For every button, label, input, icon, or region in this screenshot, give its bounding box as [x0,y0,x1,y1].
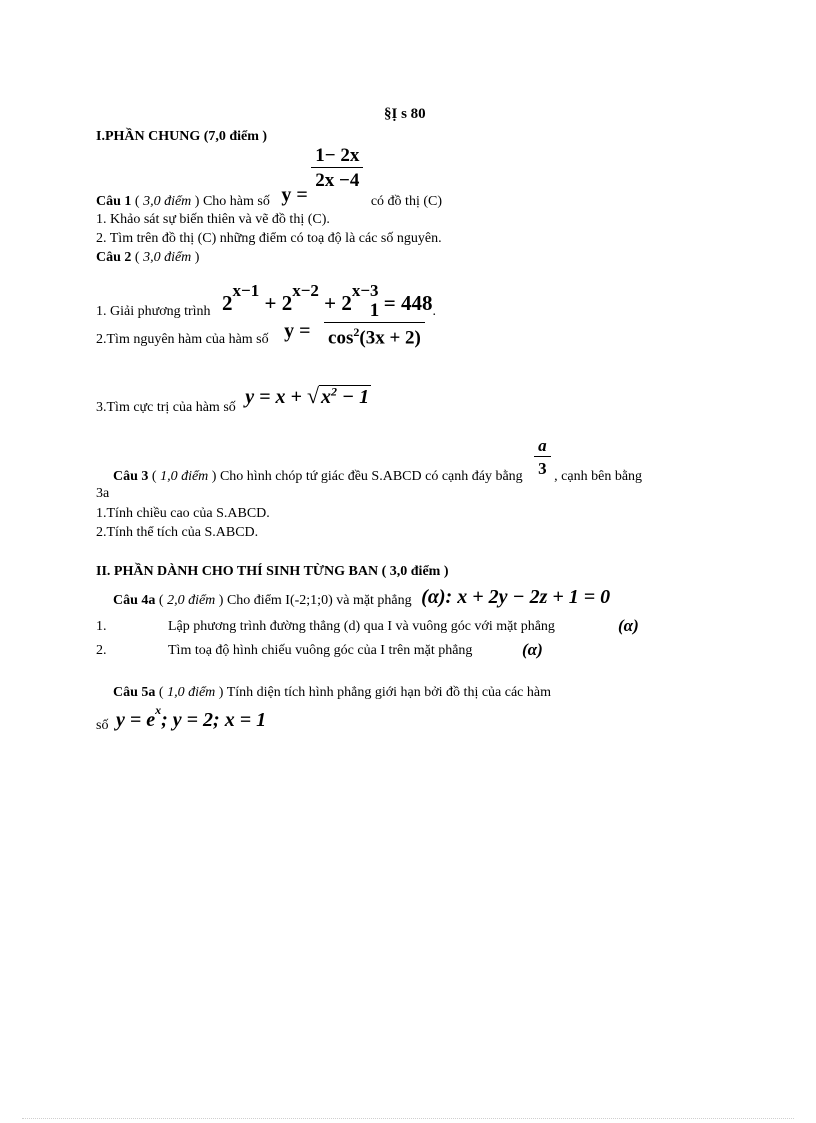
question-5a-continuation [96,703,267,733]
question-4a-item-2-text: Tìm toạ độ hình chiếu vuông góc của I trên mặt phẳng [168,643,473,658]
document-code: §Ị s 80 [384,106,426,122]
plane-equation: (α): x + 2y − 2z + 1 = 0 [421,586,611,608]
item-2-function-fraction [324,301,425,347]
question-5a-text: Tính diện tích hình phẳng giới hạn bởi đồ thị của các hàm [226,685,552,700]
question-1-item-2: 2. Tìm trên đồ thị (C) những điểm có toạ độ là các số nguyên. [96,231,442,246]
question-2-points: 3,0 điểm [143,250,192,265]
question-1-points: 3,0 điểm [143,194,192,210]
fraction-numerator: a [538,436,547,455]
alpha-symbol: (α) [522,640,543,659]
fraction-denominator: 3 [534,456,551,477]
question-4a-text: Cho điểm I(-2;1;0) và mặt phẳng [226,593,412,608]
question-5a: Câu 5a ( 1,0 điểm ) Tính diện tích hình phẳng giới hạn bởi đồ thị của các hàm [113,685,552,700]
question-1-trail: có đồ thị (C) [370,194,442,210]
question-4a-item-2 [96,640,543,659]
question-3-points: 1,0 điểm [160,469,209,485]
list-number: 2. [96,643,107,658]
question-2-heading: Câu 2 ( 3,0 điểm ) [96,250,200,265]
part1-title: I.PHẦN CHUNG (7,0 điểm ) [96,129,268,144]
question-3-text: Cho hình chóp tứ giác đều S.ABCD có cạnh đáy bằng [219,469,523,485]
question-4a-item-1-text: Lập phương trình đường thẳng (d) qua I và vuông góc với mặt phẳng [168,619,555,634]
question-1-function-fraction [311,146,363,190]
question-2-item-3-text: 3.Tìm cực trị của hàm số [96,400,236,415]
question-4a-label: Câu 4a [113,593,156,608]
fraction-denominator: 2x −4 [311,167,363,190]
question-1-lead: Cho hàm số [202,194,270,210]
question-3-fraction [534,437,551,477]
question-5a-points: 1,0 điểm [167,685,216,700]
fraction-denominator: $\cos^2(3x + 2)$ [324,322,425,347]
question-2-item-2-text: 2.Tìm nguyên hàm của hàm số [96,332,269,348]
question-1: Câu 1 ( 3,0 điểm ) Cho hàm số y = $\frac{1- 2x}{2x -4}$ có đồ thị (C) [96,145,442,210]
item-3-function: y = x + √ $x^2 - 1$ [245,383,370,408]
item-2-function-lhs: y = [284,320,311,343]
question-1-item-1: 1. Khảo sát sự biến thiên và vẽ đồ thị (C). [96,212,330,227]
question-5a-cont: số [96,717,109,733]
question-3: Câu 3 ( 1,0 điểm ) Cho hình chóp tứ giác đều S.ABCD có cạnh đáy bằng $\frac{a}{3}$ , cạnh bên bằng [113,436,643,485]
question-3-continuation: 3a [96,486,110,501]
question-4a-item-1 [96,616,639,635]
question-1-label: Câu 1 [96,194,132,210]
question-4a-points: 2,0 điểm [167,593,216,608]
question-2-item-1-text: 1. Giải phương trình [96,304,211,319]
fraction-numerator: 1 [369,300,380,321]
question-3-item-1: 1.Tính chiều cao của S.ABCD. [96,506,270,521]
question-2-label: Câu 2 [96,250,132,265]
part2-title: II. PHẦN DÀNH CHO THÍ SINH TỪNG BAN ( 3,0 điểm ) [96,564,449,579]
page-bottom-border [22,1118,794,1119]
question-1-function-lhs: y = [281,184,308,207]
question-5a-label: Câu 5a [113,685,156,700]
question-2-item-3 [96,383,371,415]
list-number: 1. [96,619,107,634]
fraction-numerator: 1− 2x [315,145,360,166]
question-5a-functions: $y = e^x$; y = 2; x = 1 [115,703,267,731]
question-4a: Câu 4a ( 2,0 điểm ) Cho điểm I(-2;1;0) và mặt phẳng (α): x + 2y − 2z + 1 = 0 [113,586,611,608]
question-2-item-1: 1. Giải phương trình $2^{x-1} + 2^{x-2} + 2^{x-3} = 448$. [96,281,437,319]
alpha-symbol: (α) [618,616,639,635]
equation-exponential: $2^{x-1} + 2^{x-2} + 2^{x-3} = 448$ [222,281,433,315]
question-3-item-2: 2.Tính thể tích của S.ABCD. [96,525,259,540]
question-3-label: Câu 3 [113,469,149,485]
question-3-text-2: , cạnh bên bằng [554,469,643,485]
